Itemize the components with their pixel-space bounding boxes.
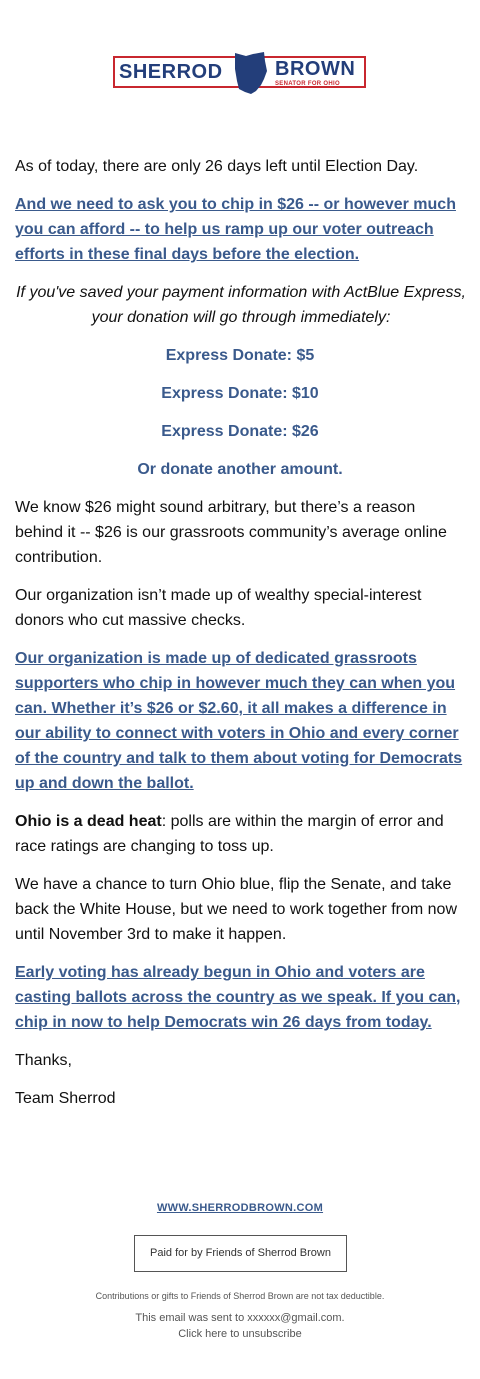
ohio-dead-heat-bold: Ohio is a dead heat	[15, 813, 162, 830]
logo-right-text: BROWN	[275, 58, 356, 80]
reason-paragraph: We know $26 might sound arbitrary, but there’s a reason behind it -- $26 is our grassroots community’s average online contribution.	[15, 499, 447, 566]
unsubscribe-link[interactable]: Click here to unsubscribe	[178, 1328, 302, 1340]
intro-text: As of today, there are only 26 days left until Election Day.	[15, 158, 419, 175]
logo-left-text: SHERROD	[119, 61, 223, 83]
early-voting-paragraph	[15, 960, 467, 1035]
donate-other-amount-link[interactable]: Or donate another amount.	[137, 461, 343, 478]
express-donate-10-link[interactable]: Express Donate: $10	[161, 385, 319, 402]
chance-paragraph: We have a chance to turn Ohio blue, flip the Senate, and take back the White House, but we need to work together from now until November 3rd to make it happen.	[15, 876, 458, 943]
early-voting-donate-link[interactable]: Early voting has already begun in Ohio and voters are casting ballots across the country as we speak. If you can, chip in now to help Democrats win 26 days from today.	[15, 964, 461, 1031]
organization-paragraph: Our organization isn’t made up of wealthy special-interest donors who cut massive checks.	[15, 587, 422, 629]
ohio-paragraph	[15, 809, 467, 859]
ask-donate-link[interactable]: And we need to ask you to chip in $26 -- or however much you can afford -- to help us ramp up our voter outreach efforts in these final days before the election.	[15, 196, 456, 263]
grassroots-paragraph	[15, 646, 467, 796]
sent-to-notice: This email was sent to xxxxxx@gmail.com.	[135, 1312, 345, 1324]
ohio-rest-text: : polls are within the margin of error and race ratings are changing to toss up.	[15, 813, 444, 855]
logo-tagline: SENATOR FOR OHIO	[275, 81, 340, 87]
website-link[interactable]: WWW.SHERRODBROWN.COM	[156, 1202, 324, 1214]
grassroots-donate-link[interactable]: Our organization is made up of dedicated grassroots supporters who chip in however much they can when you can. Whether it’s $26 or $2.60, it all makes a difference in our ability to connect with voters in Ohio and every corner of the country and talk to them about voting for Democrats up and down the ballot.	[15, 650, 463, 792]
thanks-text: Thanks,	[15, 1052, 72, 1069]
express-note: If you've saved your payment information with ActBlue Express, your donation will go through immediately:	[16, 284, 466, 326]
tax-disclaimer: Contributions or gifts to Friends of Sherrod Brown are not tax deductible.	[95, 1291, 385, 1301]
ohio-state-icon	[231, 51, 271, 95]
sherrod-brown-logo[interactable]	[113, 51, 368, 95]
paid-for-disclaimer: Paid for by Friends of Sherrod Brown	[134, 1235, 347, 1272]
express-donate-26-link[interactable]: Express Donate: $26	[161, 423, 319, 440]
ask-paragraph	[15, 192, 467, 267]
signoff-text: Team Sherrod	[15, 1090, 116, 1107]
express-donate-5-link[interactable]: Express Donate: $5	[165, 347, 315, 364]
